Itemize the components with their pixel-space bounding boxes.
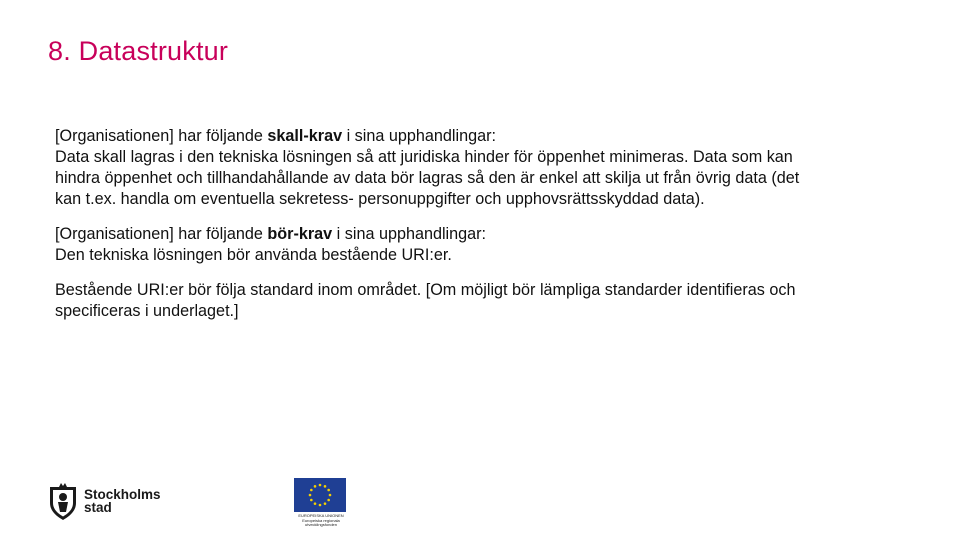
heading-suffix: i sina upphandlingar:	[342, 127, 496, 145]
eu-star	[324, 485, 327, 488]
stockholm-crest-icon	[48, 481, 78, 521]
requirement-type: bör-krav	[267, 225, 333, 243]
eu-star	[319, 504, 322, 507]
text-line: hindra öppenhet och tillhandahållande av data bör lagras så den är enkel att skilja ut från övrig data (det	[55, 169, 800, 187]
paragraph-standards	[55, 280, 915, 322]
eu-star	[327, 499, 330, 502]
paragraph-bor-krav	[55, 224, 915, 266]
heading-suffix: i sina upphandlingar:	[332, 225, 487, 243]
eu-star	[327, 489, 330, 492]
stockholm-logo	[48, 480, 168, 522]
eu-logo	[294, 478, 348, 528]
text-line: kan t.ex. handla om eventuella sekretess- personuppgifter och upphovsrättsskyddad data).	[55, 190, 705, 208]
eu-logo-caption: EUROPEISKA UNIONEN Europeiska regionala utvecklingsfonden	[298, 513, 344, 527]
eu-star	[314, 485, 317, 488]
logo-text-line1: Stockholms	[84, 487, 161, 502]
eu-star	[324, 502, 327, 505]
eu-star	[310, 499, 313, 502]
paragraph-skall-krav	[55, 126, 915, 210]
heading-prefix: [Organisationen] har följande	[55, 127, 268, 145]
eu-star	[319, 484, 322, 487]
paragraph-heading	[55, 224, 915, 245]
eu-flag-icon	[294, 478, 346, 512]
heading-prefix: [Organisationen] har följande	[55, 225, 268, 243]
paragraph-heading	[55, 126, 915, 147]
text-line: Den tekniska lösningen bör använda bestående URI:er.	[55, 246, 452, 264]
eu-star	[329, 494, 332, 497]
eu-star	[310, 489, 313, 492]
logo-text-line2: stad	[84, 500, 112, 515]
eu-star	[314, 502, 317, 505]
text-line: Bestående URI:er bör följa standard inom området. [Om möjligt bör lämpliga standarder identifieras och	[55, 281, 796, 299]
text-line: specificeras i underlaget.]	[55, 302, 239, 320]
slide-body	[55, 126, 915, 336]
text-line: Data skall lagras i den tekniska lösningen så att juridiska hinder för öppenhet minimeras. Data som kan	[55, 148, 793, 166]
slide-title: 8. Datastruktur	[48, 36, 229, 66]
requirement-type: skall-krav	[267, 127, 343, 145]
eu-star	[309, 494, 312, 497]
